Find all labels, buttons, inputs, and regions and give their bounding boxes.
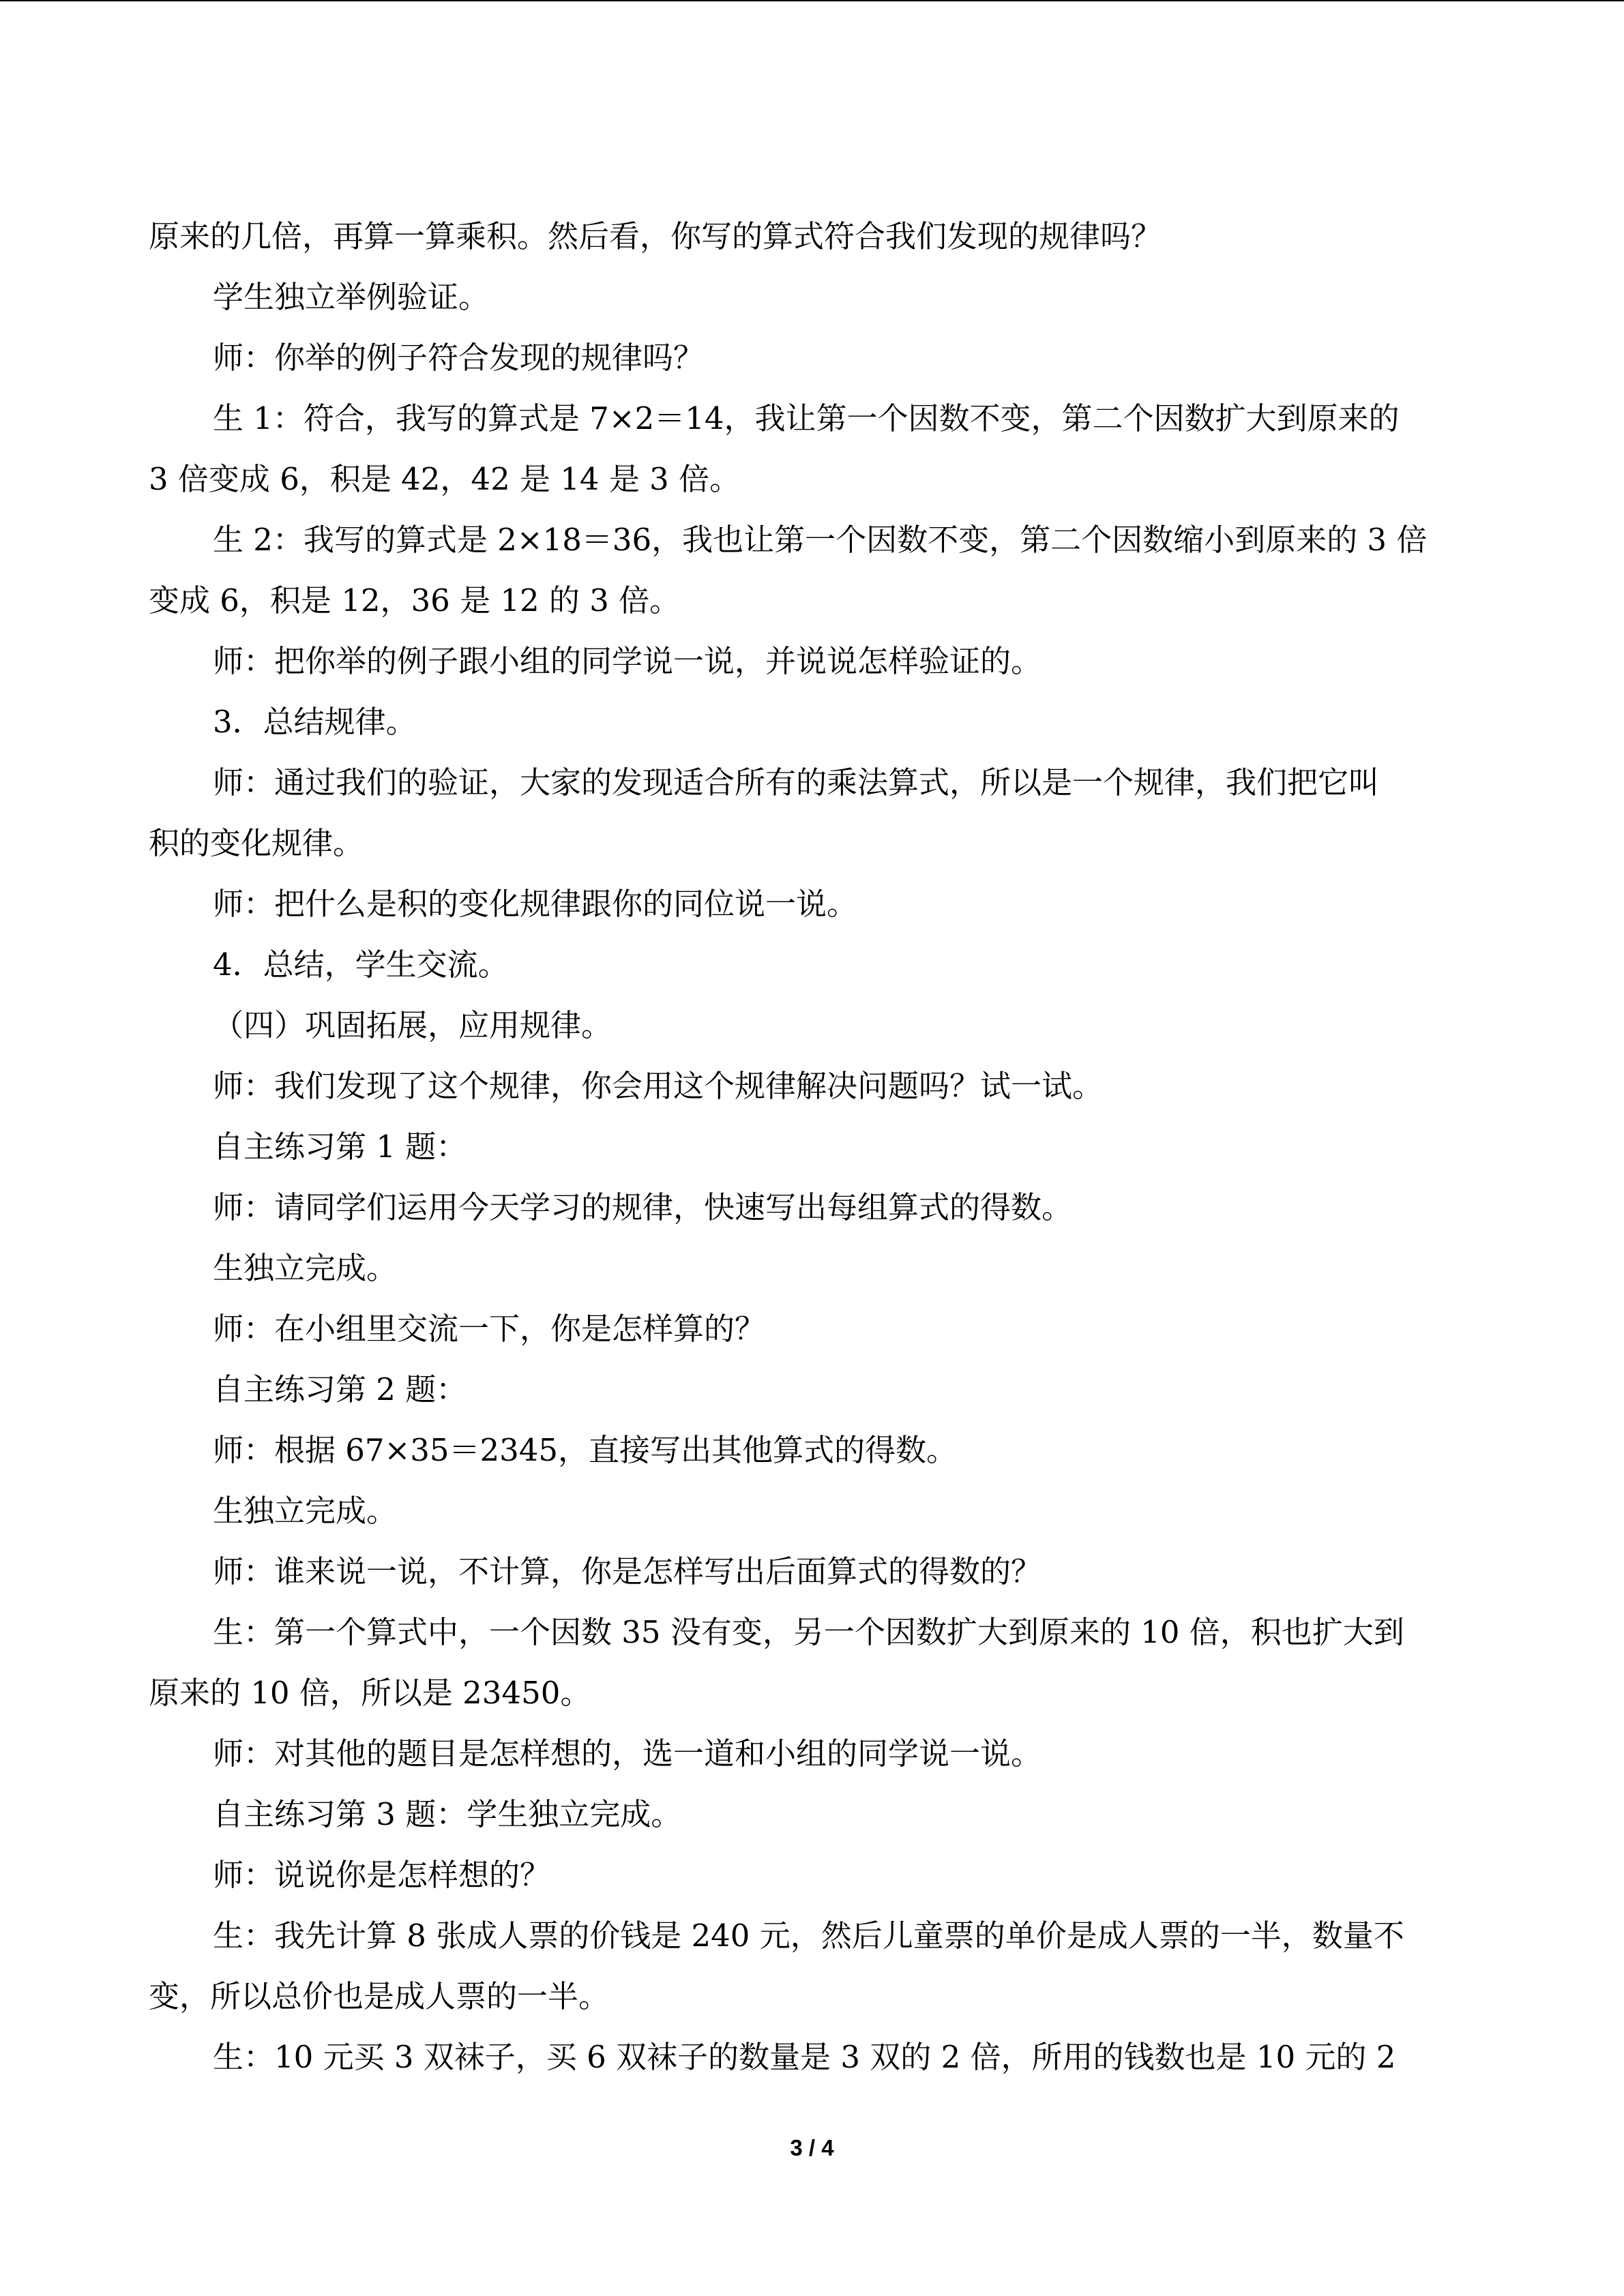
- text-line: 原来的 10 倍，所以是 23450。: [149, 1675, 591, 1711]
- text-line: 生独立完成。: [213, 1493, 398, 1529]
- text-line: 师：说说你是怎样想的？: [213, 1857, 551, 1893]
- text-line: 生：10 元买 3 双袜子，买 6 双袜子的数量是 3 双的 2 倍，所用的钱数也是 10 元的 2: [213, 2039, 1396, 2075]
- text-line: 生：我先计算 8 张成人票的价钱是 240 元，然后儿童票的单价是成人票的一半，数量不: [213, 1918, 1404, 1954]
- text-line: 师：把什么是积的变化规律跟你的同位说一说。: [213, 886, 858, 922]
- exercise-heading: 自主练习第 3 题：学生独立完成。: [213, 1796, 682, 1832]
- text-line: 学生独立举例验证。: [213, 279, 490, 315]
- text-line: 师：通过我们的验证，大家的发现适合所有的乘法算式，所以是一个规律，我们把它叫: [213, 764, 1380, 801]
- section-heading: （四）巩固拓展，应用规律。: [213, 1007, 612, 1043]
- text-line: 3 倍变成 6，积是 42，42 是 14 是 3 倍。: [149, 461, 741, 497]
- text-line: 生：第一个算式中，一个因数 35 没有变，另一个因数扩大到原来的 10 倍，积也扩大到: [213, 1614, 1404, 1650]
- text-line: 师：根据 67×35＝2345，直接写出其他算式的得数。: [213, 1432, 958, 1468]
- exercise-heading: 自主练习第 1 题：: [213, 1129, 467, 1165]
- section-heading: 4．总结，学生交流。: [213, 946, 509, 983]
- text-line: 师：对其他的题目是怎样想的，选一道和小组的同学说一说。: [213, 1735, 1042, 1772]
- text-line: 变，所以总价也是成人票的一半。: [149, 1978, 610, 2014]
- text-line: 师：我们发现了这个规律，你会用这个规律解决问题吗？试一试。: [213, 1068, 1104, 1104]
- text-line: 师：谁来说一说，不计算，你是怎样写出后面算式的得数的？: [213, 1553, 1042, 1590]
- document-body: [149, 206, 1475, 2087]
- top-border-line: [0, 0, 1624, 1]
- text-line: 师：请同学们运用今天学习的规律，快速写出每组算式的得数。: [213, 1189, 1073, 1225]
- text-line: 师：在小组里交流一下，你是怎样算的？: [213, 1311, 766, 1347]
- text-line: 积的变化规律。: [149, 825, 364, 861]
- exercise-heading: 自主练习第 2 题：: [213, 1371, 467, 1407]
- text-line: 生 1：符合，我写的算式是 7×2＝14，我让第一个因数不变，第二个因数扩大到原来的: [213, 400, 1400, 436]
- text-line: 生独立完成。: [213, 1250, 398, 1286]
- text-line: 原来的几倍，再算一算乘积。然后看，你写的算式符合我们发现的规律吗？: [149, 218, 1162, 254]
- text-line: 生 2：我写的算式是 2×18＝36，我也让第一个因数不变，第二个因数缩小到原来的 3 倍: [213, 522, 1428, 558]
- section-heading: 3．总结规律。: [213, 704, 417, 740]
- page-number: 3 / 4: [790, 2135, 834, 2160]
- text-line: 师：把你举的例子跟小组的同学说一说，并说说怎样验证的。: [213, 643, 1042, 679]
- text-line: 师：你举的例子符合发现的规律吗？: [213, 340, 705, 376]
- text-line: 变成 6，积是 12，36 是 12 的 3 倍。: [149, 582, 681, 618]
